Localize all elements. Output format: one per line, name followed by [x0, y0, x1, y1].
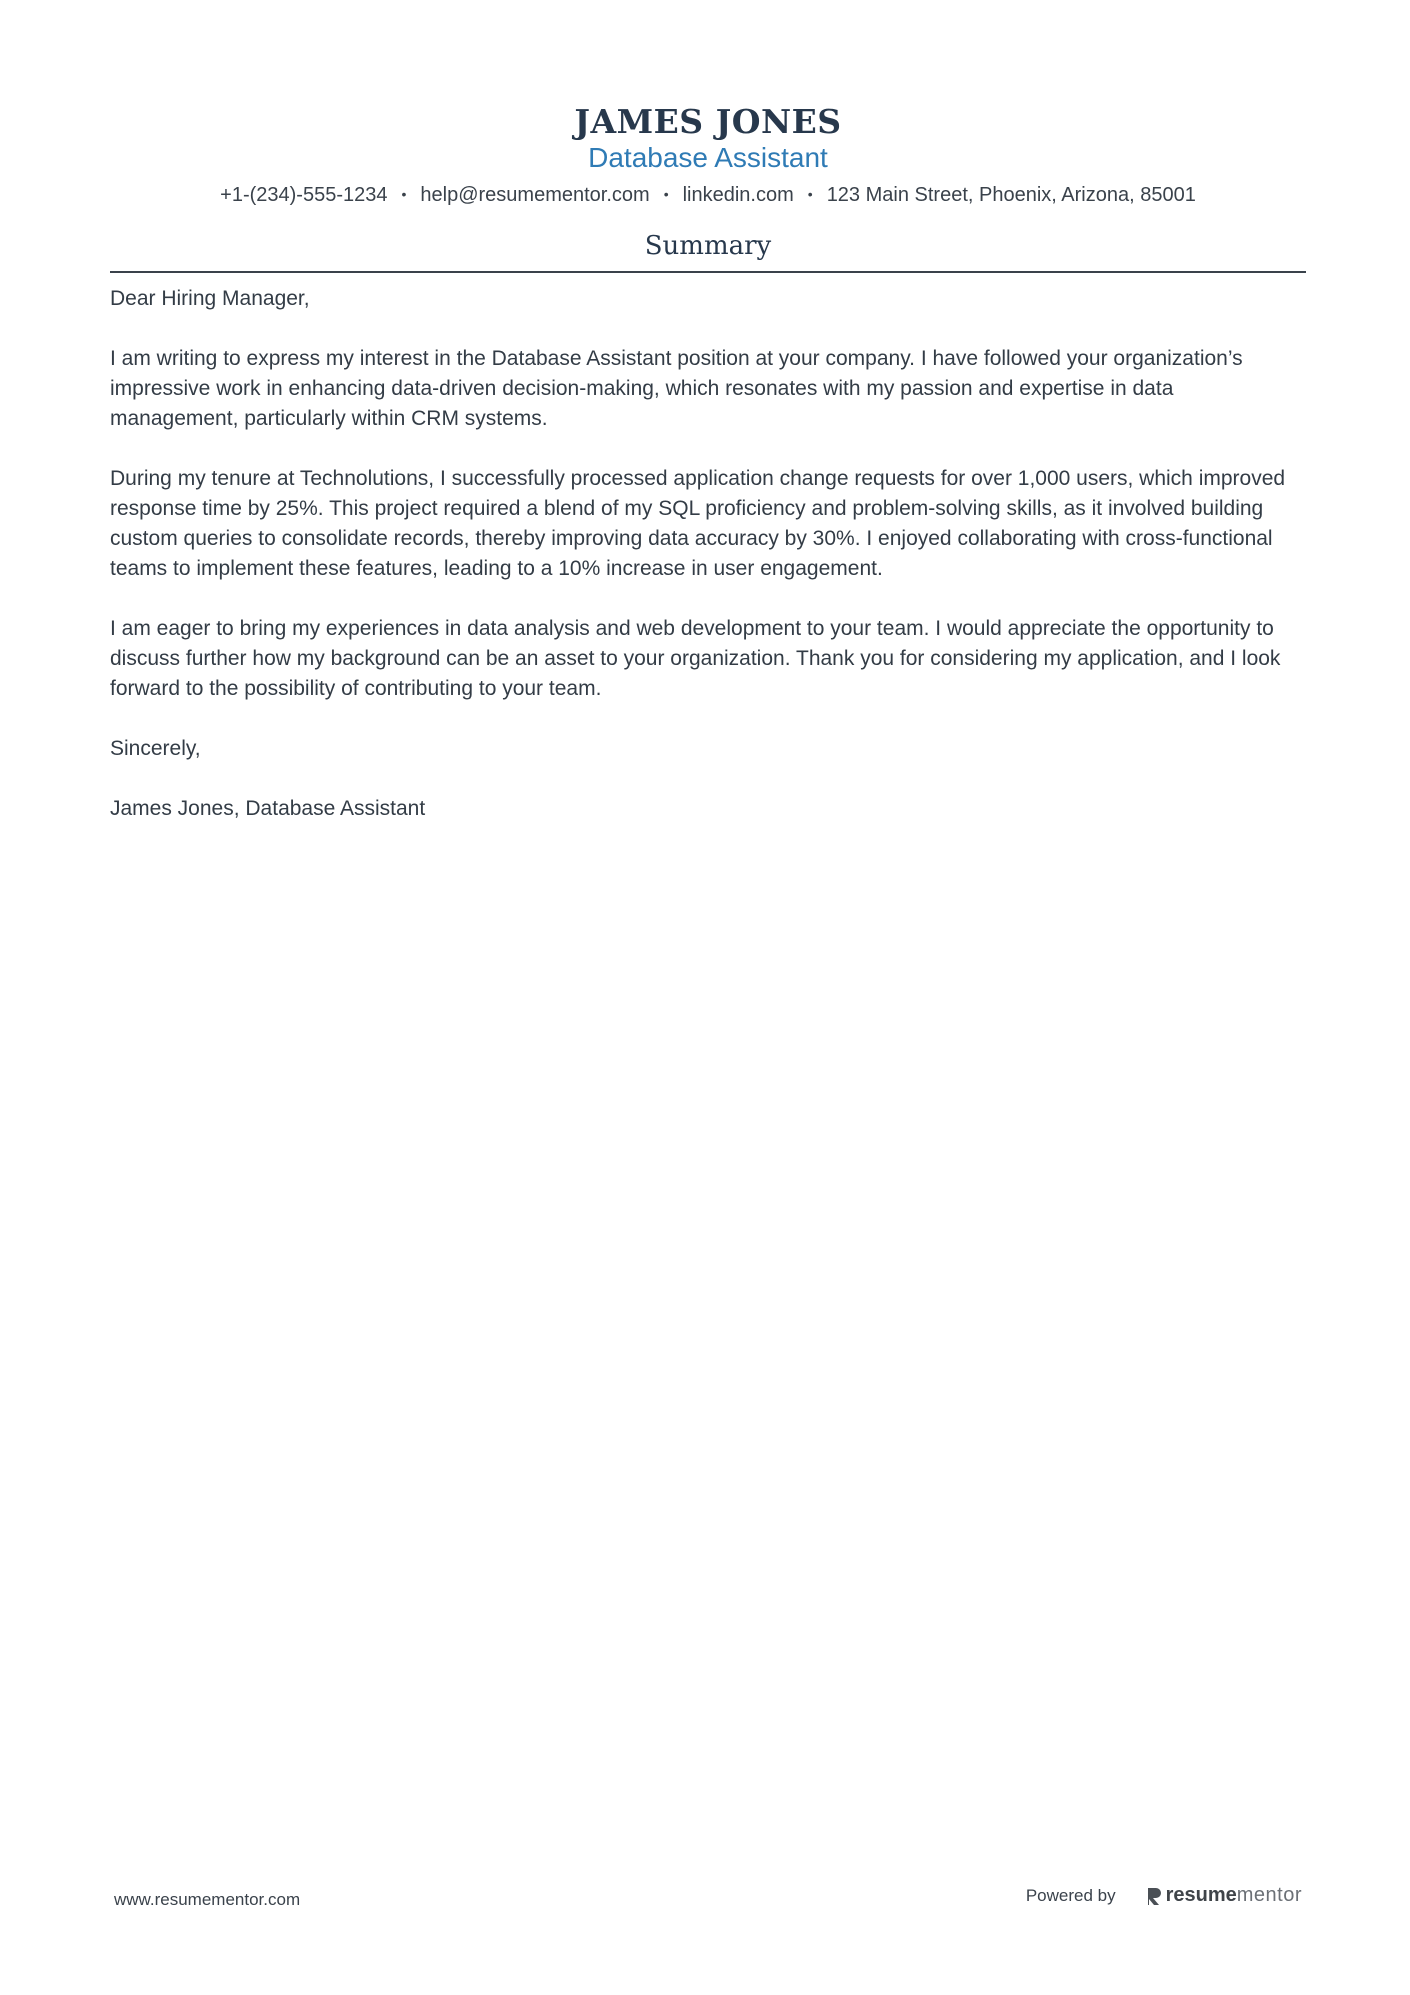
- job-title: Database Assistant: [588, 142, 828, 173]
- paragraph-1: I am writing to express my interest in the Database Assistant position at your company. I have followed your organization’s impressive work in enhancing data-driven decision-making, which resonates with my passion and expertise in data management, particularly within CRM systems.: [110, 347, 1243, 430]
- paragraph-2: During my tenure at Technolutions, I successfully processed application change requests for over 1,000 users, which improved response time by 25%. This project required a blend of my SQL proficiency and problem-solving skills, as it involved building custom queries to consolidate records, thereby improving data accuracy by 30%. I enjoyed collaborating with cross-functional teams to implement these features, leading to a 10% increase in user engagement.: [110, 467, 1286, 580]
- salutation: Dear Hiring Manager,: [110, 287, 310, 310]
- signature: James Jones, Database Assistant: [110, 797, 426, 820]
- contact-phone: +1-(234)-555-1234: [220, 184, 388, 206]
- candidate-name: JAMES JONES: [574, 102, 842, 141]
- section-heading-summary: Summary: [644, 231, 772, 261]
- footer-website[interactable]: www.resumementor.com: [114, 1890, 301, 1909]
- separator-dot: •: [663, 186, 669, 202]
- letter-body: [110, 284, 1306, 854]
- section-divider: [110, 271, 1306, 273]
- paragraph-3: I am eager to bring my experiences in data analysis and web development to your team. I would appreciate the opportunity to discuss further how my background can be an asset to your organization. Thank you for considering my application, and I look forward to the possibility of contributing to your team.: [110, 617, 1281, 700]
- closing: Sincerely,: [110, 737, 201, 760]
- separator-dot: •: [401, 186, 407, 202]
- resumementor-logo[interactable]: [1146, 1884, 1302, 1907]
- powered-by-label: Powered by: [1025, 1885, 1116, 1905]
- contact-linkedin[interactable]: linkedin.com: [682, 184, 794, 206]
- footer-branding: [1026, 1884, 1302, 1907]
- contact-email[interactable]: help@resumementor.com: [420, 184, 650, 206]
- logo-text-bold: resume: [1165, 1884, 1237, 1906]
- resumementor-logo-icon: [1146, 1886, 1162, 1906]
- logo-text-light: mentor: [1236, 1884, 1302, 1906]
- contact-line: [110, 180, 1306, 209]
- contact-address: 123 Main Street, Phoenix, Arizona, 85001: [826, 184, 1196, 206]
- header: [110, 100, 1306, 209]
- separator-dot: •: [807, 186, 813, 202]
